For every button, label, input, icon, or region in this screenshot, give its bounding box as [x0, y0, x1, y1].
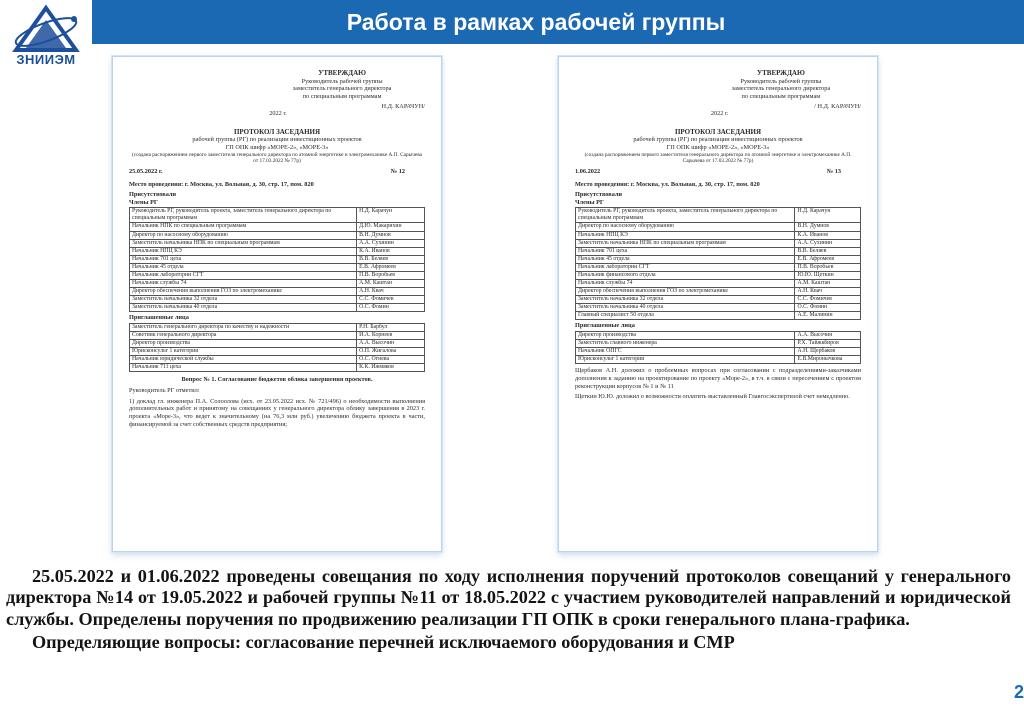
role-cell: Директор по насосному оборудованию — [130, 231, 357, 239]
role-cell: Начальник ОПГС — [576, 348, 795, 356]
name-cell: К.А. Иванов — [795, 231, 861, 239]
table-row — [576, 263, 861, 271]
document-page — [563, 61, 873, 547]
table-row — [576, 279, 861, 287]
protocol-paragraph: 1) доклад гл. инженера П.А. Солоолова (исх. от 23.05.2022 исх. № 721/496) о необходимости выполнения дополнительных работ и принятому на совещаниях у генерального директора облику завершения в 2023 г. проекта «Море-3», что ведет к значительному (на 76,3 млн руб.) увеличению бюджета проекта в части, финансируемой за счет собственных средств предприятия; — [129, 397, 425, 428]
table-row — [130, 279, 425, 287]
role-cell: Директор по насосному оборудованию — [576, 223, 795, 231]
members-table — [129, 207, 425, 312]
role-cell: Заместитель начальника 40 отдела — [130, 304, 357, 312]
role-cell: Директор производства — [576, 331, 795, 339]
noted-line: Руководитель РГ отметил: — [129, 386, 200, 394]
table-row — [130, 356, 425, 364]
meeting-place: Место проведения: г. Москва, ул. Вольная, д. 30, стр. 17, пом. 820 — [129, 181, 314, 189]
table-row — [130, 339, 425, 347]
role-cell: Начальник 701 цеха — [130, 255, 357, 263]
role-cell: Руководитель РГ, руководитель проекта, заместитель генерального директора по специальным программам — [130, 208, 357, 223]
logo-emblem-icon — [6, 4, 86, 54]
protocol-document-13 — [558, 56, 878, 552]
role-cell: Начальник 45 отдела — [576, 255, 795, 263]
members-heading: Члены РГ — [129, 198, 158, 206]
present-heading: Присутствовали — [575, 191, 623, 199]
name-cell: К.А. Иванов — [357, 247, 425, 255]
table-row — [130, 239, 425, 247]
approve-signature: Н.Д. КАРАЧУН/ — [381, 102, 425, 110]
role-cell: Заместитель начальника 32 отдела — [130, 296, 357, 304]
role-cell: Начальник НПЦ КЭ — [130, 247, 357, 255]
name-cell: А.Н. Щербаков — [795, 348, 861, 356]
meeting-place: Место проведения: г. Москва, ул. Вольная, д. 30, стр. 17, пом. 820 — [575, 181, 760, 189]
protocol-date-row — [129, 168, 425, 176]
table-row — [130, 287, 425, 295]
table-row — [576, 304, 861, 312]
name-cell: В.Н. Думнов — [357, 231, 425, 239]
table-row — [576, 223, 861, 231]
approve-line: по специальным программам — [302, 92, 382, 100]
protocol-subtitle: ГП ОПК шифр «МОРЕ-2», «МОРЕ-3» — [666, 144, 770, 152]
name-cell: Р.Н. Барбул — [357, 323, 425, 331]
approve-date: 2022 г. — [710, 110, 729, 118]
name-cell: А.М. Каштан — [795, 279, 861, 287]
approve-line: Руководитель рабочей группы — [301, 77, 383, 85]
table-row — [576, 356, 861, 364]
table-row — [130, 255, 425, 263]
role-cell: Директор обеспечения выполнения ГОЗ по электромеханике — [130, 287, 357, 295]
name-cell: К.К. Ижмяков — [357, 364, 425, 372]
name-cell: Н.Д. Карачун — [357, 208, 425, 223]
document-page — [117, 61, 437, 547]
protocol-title — [129, 128, 425, 165]
table-row — [130, 271, 425, 279]
name-cell: А.А. Высочин — [795, 331, 861, 339]
invited-table — [129, 323, 425, 372]
protocol-date: 1.06.2022 — [575, 167, 601, 175]
role-cell: Начальник 45 отдела — [130, 263, 357, 271]
protocol-note: (создана распоряжением первого заместителя генерального директора по атомной энергетике и электромеханике А.П. Сарычева от 17.03.2022 № 77р) — [584, 151, 852, 165]
role-cell: Начальник 701 цеха — [576, 247, 795, 255]
role-cell: Директор обеспечения выполнения ГОЗ по электромеханике — [576, 287, 795, 295]
name-cell: А.Е. Малинин — [795, 312, 861, 320]
role-cell: Заместитель начальника НПК по специальным программам — [576, 239, 795, 247]
role-cell: Юрисконсульт 1 категории — [576, 356, 795, 364]
name-cell: П.В. Воробьев — [357, 271, 425, 279]
name-cell: А.М. Каштан — [357, 279, 425, 287]
role-cell: Заместитель начальника 32 отдела — [576, 296, 795, 304]
role-cell: Начальник НПК по специальным программам — [130, 223, 357, 231]
name-cell: Е.В.Миронычкова — [795, 356, 861, 364]
name-cell: О.С. Фомин — [357, 304, 425, 312]
invited-heading: Приглашенные лица — [575, 322, 635, 330]
table-row — [576, 287, 861, 295]
approve-heading: УТВЕРЖДАЮ — [318, 69, 367, 77]
protocol-date: 25.05.2022 г. — [129, 167, 163, 175]
table-row — [576, 339, 861, 347]
approve-line: по специальным программам — [741, 92, 821, 100]
protocol-number: № 12 — [390, 167, 405, 175]
protocol-heading: ПРОТОКОЛ ЗАСЕДАНИЯ — [674, 127, 762, 136]
name-cell: Ю.Ю. Щеткин — [795, 271, 861, 279]
name-cell: В.В. Беляев — [795, 247, 861, 255]
role-cell: Начальник юридической службы — [130, 356, 357, 364]
name-cell: А.Н. Квач — [795, 287, 861, 295]
table-row — [130, 331, 425, 339]
approve-line: заместитель генерального директора — [731, 85, 831, 93]
name-cell: А.Н. Квач — [357, 287, 425, 295]
name-cell: С.С. Фомичев — [357, 296, 425, 304]
name-cell: П.В. Воробьев — [795, 263, 861, 271]
table-row — [576, 255, 861, 263]
role-cell: Начальник финансового отдела — [576, 271, 795, 279]
table-row — [130, 223, 425, 231]
key-issues-paragraph: Определяющие вопросы: согласование перечней исключаемого оборудования и СМР — [32, 631, 735, 652]
protocol-paragraph: Щербаков А.Н. доложил о проблемных вопросах при согласовании с подразделениями-заказчиками дополнения к заданию на проектирование по проекту «Море-2», в т.ч. в связи с пересечением с проектом реконструкции корпусов № 1 и № 11 — [575, 367, 861, 390]
name-cell: Н.Д. Карачун — [795, 208, 861, 223]
table-row — [130, 263, 425, 271]
approval-block — [259, 69, 425, 118]
role-cell: Заместитель начальника НПК по специальным программам — [130, 239, 357, 247]
protocol-document-12 — [112, 56, 442, 552]
role-cell: Заместитель генерального директора по качеству и надежности — [130, 323, 357, 331]
role-cell: Юрисконсульт 1 категории — [130, 348, 357, 356]
role-cell: Главный специалист 50 отдела — [576, 312, 795, 320]
table-row — [130, 208, 425, 223]
role-cell: Заместитель главного инженера — [576, 339, 795, 347]
question-heading: Вопрос № 1. Согласование бюджетов облика завершения проектов. — [181, 376, 373, 384]
protocol-paragraph: Щеткин Ю.Ю. доложил о возможности оплатить выставленный Главгосэкспертизой счет немедленно. — [575, 393, 850, 401]
table-row — [130, 304, 425, 312]
role-cell: Заместитель начальника 40 отдела — [576, 304, 795, 312]
name-cell: А.А. Сухинин — [357, 239, 425, 247]
role-cell: Начальник лаборатории СГТ — [130, 271, 357, 279]
table-row — [576, 296, 861, 304]
name-cell: С.С. Фомичев — [795, 296, 861, 304]
table-row — [576, 208, 861, 223]
name-cell: Д.Ю. Макарихин — [357, 223, 425, 231]
invited-table — [575, 331, 861, 364]
slide-title: Работа в рамках рабочей группы — [346, 8, 726, 35]
approval-block — [701, 69, 861, 118]
approve-date: 2022 г. — [269, 110, 287, 118]
protocol-note: (создана распоряжением первого заместителя генерального директора по атомной энергетике и электромеханике А.П. Сарычева от 17.03.2022 № 77р) — [131, 151, 423, 165]
company-logo — [6, 4, 86, 70]
role-cell: Начальник 711 цеха — [130, 364, 357, 372]
table-row — [130, 323, 425, 331]
invited-heading: Приглашенные лица — [129, 314, 189, 322]
title-bar — [92, 0, 1024, 44]
table-row — [576, 331, 861, 339]
name-cell: О.П. Жигалова — [357, 348, 425, 356]
name-cell: В.Н. Думнов — [795, 223, 861, 231]
role-cell: Начальник лаборатории СГТ — [576, 263, 795, 271]
present-heading: Присутствовали — [129, 191, 177, 199]
summary-text — [6, 566, 1011, 653]
table-row — [130, 247, 425, 255]
name-cell: О.С. Огнева — [357, 356, 425, 364]
role-cell: Начальник службы 74 — [576, 279, 795, 287]
members-table — [575, 207, 861, 320]
protocol-heading: ПРОТОКОЛ ЗАСЕДАНИЯ — [233, 127, 321, 136]
table-row — [576, 247, 861, 255]
role-cell: Начальник службы 74 — [130, 279, 357, 287]
approve-heading: УТВЕРЖДАЮ — [756, 69, 805, 77]
approve-line: заместитель генерального директора — [292, 85, 392, 93]
summary-paragraph: 25.05.2022 и 01.06.2022 проведены совещания по ходу исполнения поручений протоколов совещаний у генерального директора №14 от 19.05.2022 и рабочей группы №11 от 18.05.2022 с участием руководителей направлений и юридической службы. Определены поручения по продвижению реализации ГП ОПК в сроки генерального плана-графика. — [6, 566, 1011, 629]
name-cell: Е.В. Афромеев — [795, 255, 861, 263]
protocol-number: № 13 — [826, 167, 841, 175]
table-row — [576, 348, 861, 356]
name-cell: А.А. Сухинин — [795, 239, 861, 247]
role-cell: Руководитель РГ, руководитель проекта, заместитель генерального директора по специальным программам — [576, 208, 795, 223]
role-cell: Директор производства — [130, 339, 357, 347]
table-row — [576, 239, 861, 247]
role-cell: Начальник НПЦ КЭ — [576, 231, 795, 239]
protocol-subtitle: рабочей группы (РГ) по реализации инвестиционных проектов — [633, 136, 803, 144]
members-heading: Члены РГ — [575, 198, 604, 206]
table-row — [130, 231, 425, 239]
protocol-title — [575, 128, 861, 165]
table-row — [130, 348, 425, 356]
protocol-subtitle: рабочей группы (РГ) по реализации инвестиционных проектов — [192, 136, 362, 144]
table-row — [576, 231, 861, 239]
table-row — [576, 312, 861, 320]
name-cell: О.С. Фомин — [795, 304, 861, 312]
table-row — [576, 271, 861, 279]
role-cell: Советник генерального директора — [130, 331, 357, 339]
table-row — [130, 296, 425, 304]
approve-line: Руководитель рабочей группы — [740, 77, 822, 85]
name-cell: А.А. Высочин — [357, 339, 425, 347]
protocol-subtitle: ГП ОПК шифр «МОРЕ-2», «МОРЕ-3» — [225, 144, 329, 152]
protocol-date-row — [575, 168, 861, 176]
name-cell: В.В. Беляев — [357, 255, 425, 263]
logo-text: ЗНИИЭМ — [16, 52, 76, 67]
page-number: 2 — [1013, 682, 1024, 702]
name-cell: Р.Х. Тайжкбиров — [795, 339, 861, 347]
approve-signature: / Н.Д. КАРАЧУН/ — [814, 102, 861, 110]
name-cell: И.А. Корнеев — [357, 331, 425, 339]
name-cell: Е.В. Афромеев — [357, 263, 425, 271]
table-row — [130, 364, 425, 372]
